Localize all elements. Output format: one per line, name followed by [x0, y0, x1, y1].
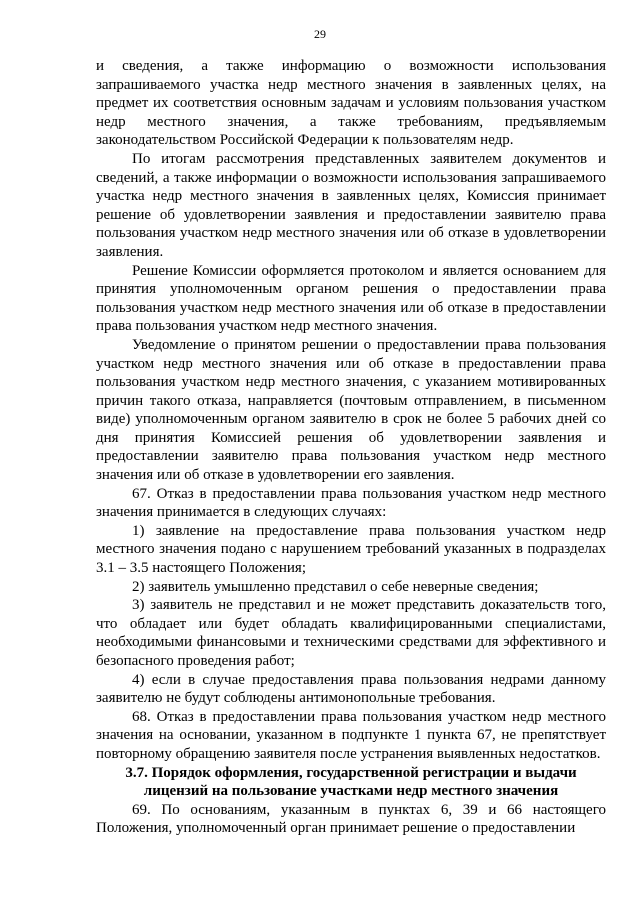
paragraph-commission-decision: По итогам рассмотрения представленных заявителем документов и сведений, а также информации о возможности использования запрашиваемого участка недр местного значения в заявленных целях, Комиссия принимает решение об удовлетворении заявления и предоставлении заявителю права пользования участком недр местного значения или об отказе в удовлетворении заявления.	[96, 150, 606, 260]
paragraph-item-69: 69. По основаниям, указанным в пунктах 6, 39 и 66 настоящего Положения, уполномоченный орган принимает решение о предоставлении	[96, 801, 606, 837]
paragraph-continuation: и сведения, а также информацию о возможности использования запрашиваемого участка недр местного значения в заявленных целях, на предмет их соответствия основным задачам и условиям пользования участком недр местного значения, а также требованиям, предъявляемым законодательством Российской Федерации к пользователям недр.	[96, 58, 606, 149]
list-item-67-4: 4) если в случае предоставления права пользования недрами данному заявителю не будут соблюдены антимонопольные требования.	[96, 671, 606, 707]
paragraph-item-68: 68. Отказ в предоставлении права пользования участком недр местного значения на основании, указанном в подпункте 1 пункта 67, не препятствует повторному обращению заявителя после устранения выявленных недостатков.	[96, 708, 606, 762]
section-heading-line-2: лицензий на пользование участками недр местного значения	[143, 783, 559, 800]
list-item-67-1: 1) заявление на предоставление права пользования участком недр местного значения подано с нарушением требований указанных в подразделах 3.1 – 3.5 настоящего Положения;	[96, 522, 606, 577]
page-number: 29	[314, 27, 326, 41]
paragraph-notification: Уведомление о принятом решении о предоставлении права пользования участком недр местного значения или об отказе в предоставлении права пользования участком недр местного значения, с указанием мотивированных причин такого отказа, направляется (почтовым отправлением, в письменном виде) уполномоченным органом заявителю в срок не более 5 рабочих дней со дня принятия Комиссией решения об удовлетворении заявления и предоставлении заявителю права пользования участком недр местного значения или об отказе в удовлетворении его заявления.	[96, 336, 606, 484]
paragraph-protocol: Решение Комиссии оформляется протоколом и является основанием для принятия уполномоченным органом решения о предоставлении права пользования участком недр местного значения или об отказе в предоставлении права пользования участком недр местного значения.	[96, 262, 606, 335]
section-heading-line-1: 3.7. Порядок оформления, государственной регистрации и выдачи	[125, 764, 577, 781]
paragraph-item-67: 67. Отказ в предоставлении права пользования участком недр местного значения принимается в следующих случаях:	[96, 485, 606, 521]
document-body	[96, 57, 606, 838]
list-item-67-3: 3) заявитель не представил и не может представить доказательств того, что обладает или будет обладать квалифицированными специалистами, необходимыми финансовыми и техническими средствами для эффективного и безопасного проведения работ;	[96, 597, 606, 669]
list-item-67-2: 2) заявитель умышленно представил о себе неверные сведения;	[132, 578, 539, 595]
section-heading	[96, 764, 606, 801]
